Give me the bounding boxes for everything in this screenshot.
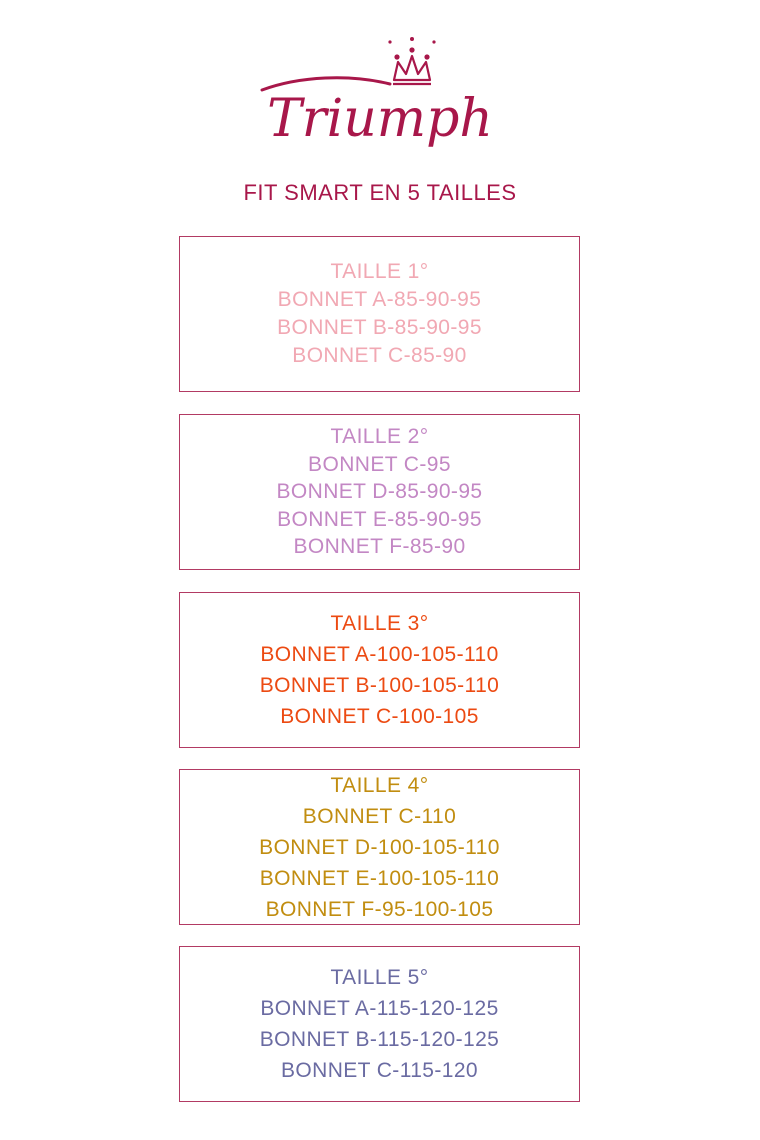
cup-line: BONNET B-100-105-110	[259, 674, 500, 697]
svg-text:Triumph: Triumph	[267, 89, 493, 149]
cup-line: BONNET C-95	[308, 452, 451, 476]
triumph-logo	[240, 28, 520, 168]
cup-line: BONNET B-115-120-125	[259, 1028, 500, 1051]
cup-line: BONNET B-85-90-95	[277, 316, 482, 339]
size-heading: TAILLE 5°	[330, 966, 429, 989]
size-heading: TAILLE 3°	[330, 612, 429, 635]
size-box-5	[179, 946, 580, 1102]
cup-line: BONNET E-100-105-110	[259, 866, 500, 890]
cup-line: BONNET C-100-105	[280, 705, 479, 728]
size-heading: TAILLE 1°	[330, 260, 429, 283]
cup-line: BONNET F-95-100-105	[265, 897, 494, 921]
size-box-3	[179, 592, 580, 748]
crown-wordmark-icon	[240, 28, 520, 168]
cup-line: BONNET E-85-90-95	[277, 507, 482, 531]
cup-line: BONNET A-85-90-95	[277, 288, 482, 311]
cup-line: BONNET C-85-90	[292, 344, 467, 367]
cup-line: BONNET D-85-90-95	[276, 480, 483, 504]
size-heading: TAILLE 4°	[330, 773, 429, 797]
size-heading: TAILLE 2°	[330, 425, 429, 449]
size-box-4	[179, 769, 580, 925]
size-box-2	[179, 414, 580, 570]
cup-line: BONNET C-110	[302, 804, 457, 828]
cup-line: BONNET F-85-90	[293, 535, 466, 559]
cup-line: BONNET A-100-105-110	[260, 643, 499, 666]
cup-line: BONNET C-115-120	[280, 1059, 479, 1082]
cup-line: BONNET A-115-120-125	[260, 997, 499, 1020]
page-title: FIT SMART EN 5 TAILLES	[243, 180, 517, 205]
size-box-1	[179, 236, 580, 392]
cup-line: BONNET D-100-105-110	[259, 835, 500, 859]
